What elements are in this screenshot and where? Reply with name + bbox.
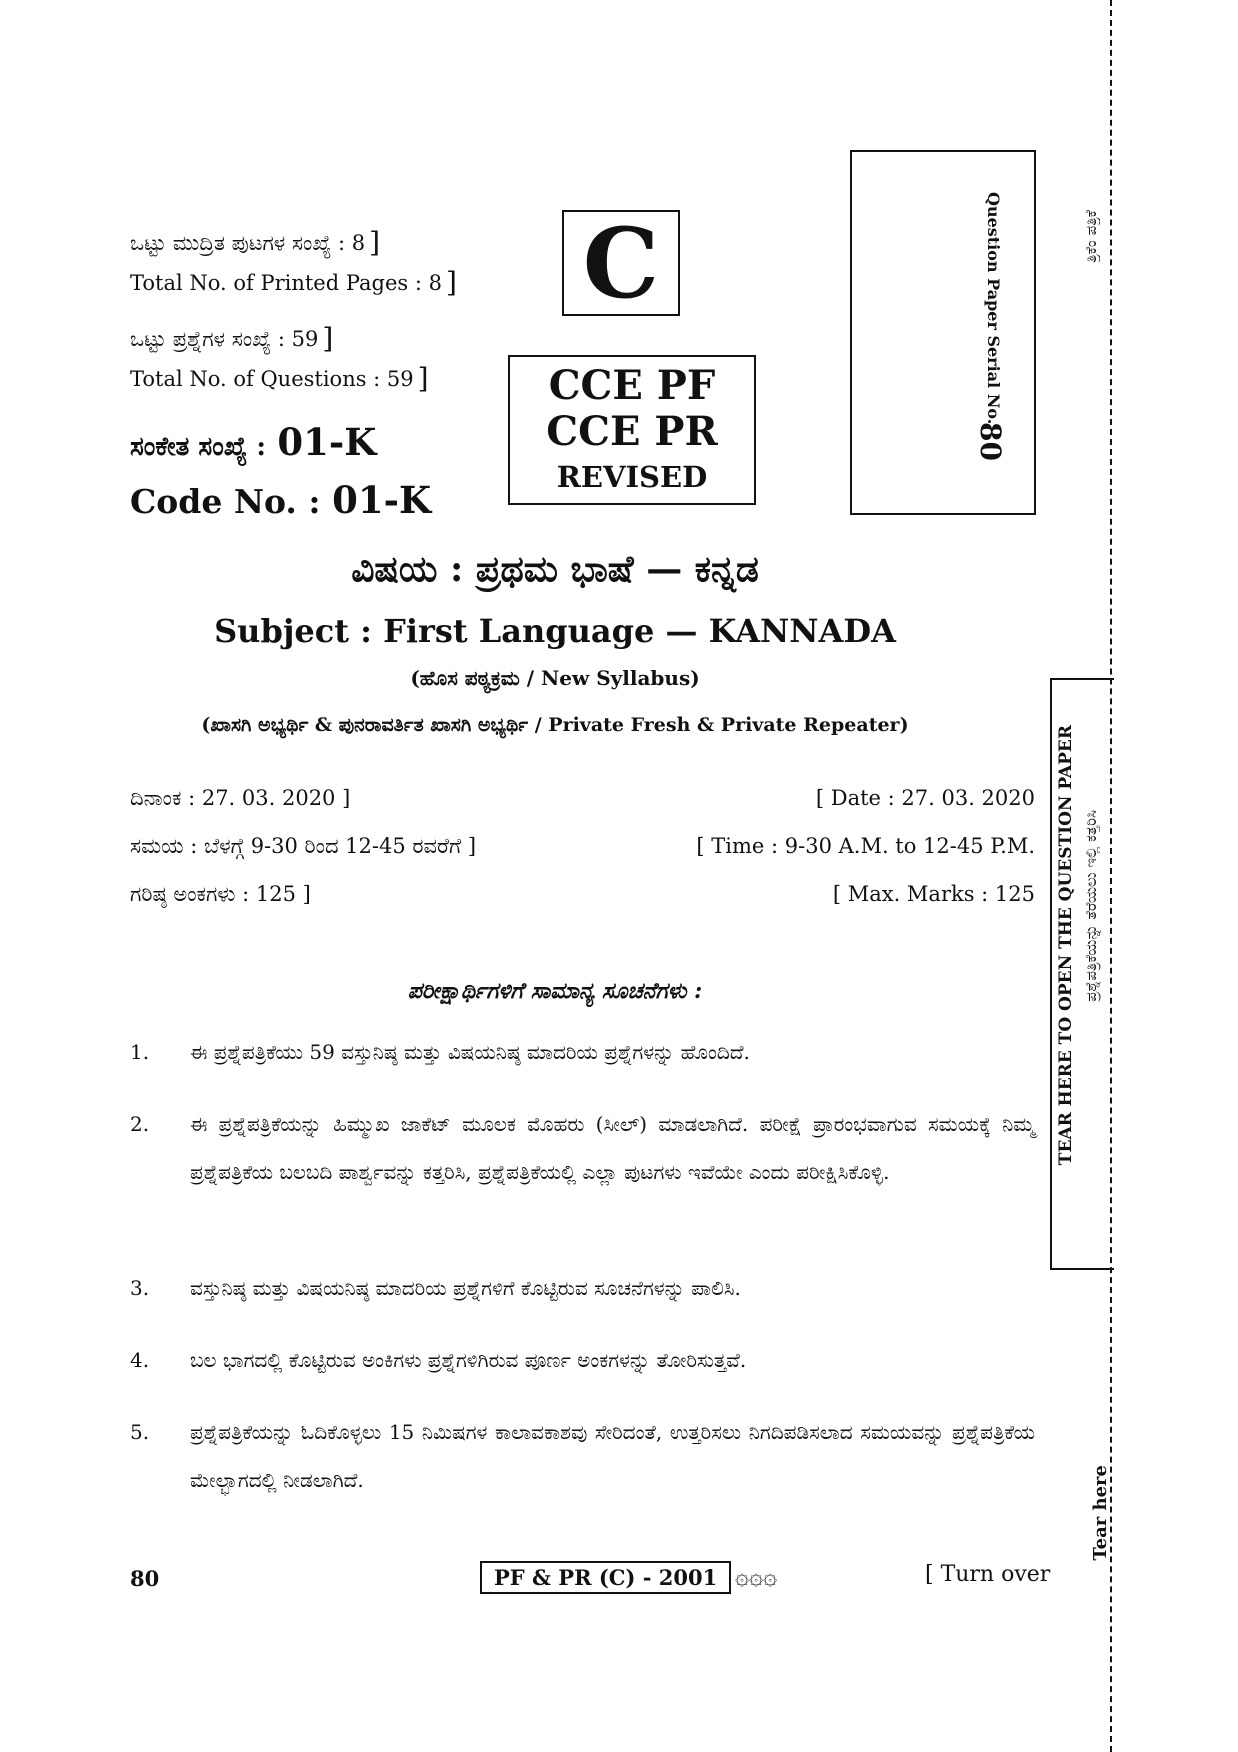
instr-text-5: ಪ್ರಶ್ನೆಪತ್ರಿಕೆಯನ್ನು ಓದಿಕೊಳ್ಳಲು 15 ನಿಮಿಷಗಳ ಕಾಲಾವಕಾಶವು ಸೇರಿದಂತೆ, ಉತ್ತರಿಸಲು ನಿಗದಿಪಡಿಸಲಾದ ಸಮಯವನ್ನು ಪ್ರಶ್ನೆಪತ್ರಿಕೆಯ ಮೇಲ್ಭಾಗದಲ್ಲಿ ನೀಡಲಾಗಿದೆ. [190,1420,1035,1492]
instr-num-5: 5. [130,1420,150,1444]
instr-num-1: 1. [130,1040,150,1064]
serial-box [850,150,1036,515]
instr-text-2: ಈ ಪ್ರಶ್ನೆಪತ್ರಿಕೆಯನ್ನು ಹಿಮ್ಮುಖ ಜಾಕೆಟ್ ಮೂಲಕ ಮೊಹರು (ಸೀಲ್) ಮಾಡಲಾಗಿದೆ. ಪರೀಕ್ಷೆ ಪ್ರಾರಂಭವಾಗುವ ಸಮಯಕ್ಕೆ ನಿಮ್ಮ ಪ್ರಶ್ನೆಪತ್ರಿಕೆಯ ಬಲಬದಿ ಪಾರ್ಶ್ವವನ್ನು ಕತ್ತರಿಸಿ, ಪ್ರಶ್ನೆಪತ್ರಿಕೆಯಲ್ಲಿ ಎಲ್ಲಾ ಪುಟಗಳು ಇವೆಯೇ ಎಂದು ಪರೀಕ್ಷಿಸಿಕೊಳ್ಳಿ. [190,1112,1035,1184]
instr-text-3: ವಸ್ತುನಿಷ್ಠ ಮತ್ತು ವಿಷಯನಿಷ್ಠ ಮಾದರಿಯ ಪ್ರಶ್ನೆಗಳಿಗೆ ಕೊಟ್ಟಿರುವ ಸೂಚನೆಗಳನ್ನು ಪಾಲಿಸಿ. [190,1276,741,1300]
pages-en: Total No. of Printed Pages : 8 ] [130,266,457,299]
turn-over: [ Turn over [925,1562,1051,1587]
version-letter: C [582,207,660,320]
exam-type-box [508,355,756,505]
questions-en: Total No. of Questions : 59 ] [130,362,429,395]
exam-line-1: CCE PF [548,362,716,409]
syllabus: (ಹೊಸ ಪಠ್ಯಕ್ರಮ / New Syllabus) [410,666,700,690]
code-kn: ಸಂಕೇತ ಸಂಖ್ಯೆ : 01-K [130,420,377,464]
date-en: [ Date : 27. 03. 2020 [815,786,1035,810]
instr-num-3: 3. [130,1276,150,1300]
version-box [562,207,680,320]
date-kn: ದಿನಾಂಕ : 27. 03. 2020 ] [130,786,351,810]
exam-line-3: REVISED [556,460,708,494]
candidates: (ಖಾಸಗಿ ಅಭ್ಯರ್ಥಿ & ಪುನರಾವರ್ತಿತ ಖಾಸಗಿ ಅಭ್ಯರ್ಥಿ / Private Fresh & Private Repeater) [201,714,909,736]
tear-here: Tear here [1090,1465,1111,1561]
tear-open-en: TEAR HERE TO OPEN THE QUESTION PAPER [1056,725,1076,1166]
questions-kn: ಒಟ್ಟು ಪ್ರಶ್ನೆಗಳ ಸಂಖ್ಯೆ : 59 ] [130,322,334,355]
time-en: [ Time : 9-30 A.M. to 12-45 P.M. [696,834,1035,858]
pages-kn: ಒಟ್ಟು ಮುದ್ರಿತ ಪುಟಗಳ ಸಂಖ್ಯೆ : 8 ] [130,226,381,259]
subject-en: Subject : First Language — KANNADA [214,612,896,650]
footer-ornament: ۞۞۞ [735,1562,778,1590]
footer-page-serial: 80 [130,1566,160,1591]
code-en: Code No. : 01-K [130,478,432,522]
side-kn-top: ತ್ರಿಕೆಂ ಪತ್ರಿಕೆ [1082,210,1100,263]
exam-line-2: CCE PR [546,408,718,455]
marks-kn: ಗರಿಷ್ಠ ಅಂಕಗಳು : 125 ] [130,882,311,906]
footer-code: PF & PR (C) - 2001 [480,1561,731,1594]
tear-open-kn: ಪ್ರಶ್ನೆಪತ್ರಿಕೆಯನ್ನು ತೆರೆಯಲು ಇಲ್ಲಿ ಕತ್ತರಿಸಿ [1082,810,1100,1002]
time-kn: ಸಮಯ : ಬೆಳಗ್ಗೆ 9-30 ರಿಂದ 12-45 ರವರೆಗೆ ] [130,834,477,858]
instr-text-1: ಈ ಪ್ರಶ್ನೆಪತ್ರಿಕೆಯು 59 ವಸ್ತುನಿಷ್ಠ ಮತ್ತು ವಿಷಯನಿಷ್ಠ ಮಾದರಿಯ ಪ್ರಶ್ನೆಗಳನ್ನು ಹೊಂದಿದೆ. [190,1040,750,1064]
serial-value: 80 [974,422,1007,461]
instructions-title: ಪರೀಕ್ಷಾರ್ಥಿಗಳಿಗೆ ಸಾಮಾನ್ಯ ಸೂಚನೆಗಳು : [407,978,703,1004]
serial-label: Question Paper Serial No. [984,192,1003,425]
instr-num-4: 4. [130,1348,150,1372]
instr-text-4: ಬಲ ಭಾಗದಲ್ಲಿ ಕೊಟ್ಟಿರುವ ಅಂಕಿಗಳು ಪ್ರಶ್ನೆಗಳಿಗಿರುವ ಪೂರ್ಣ ಅಂಕಗಳನ್ನು ತೋರಿಸುತ್ತವೆ. [190,1348,747,1372]
instr-num-2: 2. [130,1112,150,1136]
marks-en: [ Max. Marks : 125 [832,882,1035,906]
subject-kn: ವಿಷಯ : ಪ್ರಥಮ ಭಾಷೆ — ಕನ್ನಡ [351,548,759,590]
